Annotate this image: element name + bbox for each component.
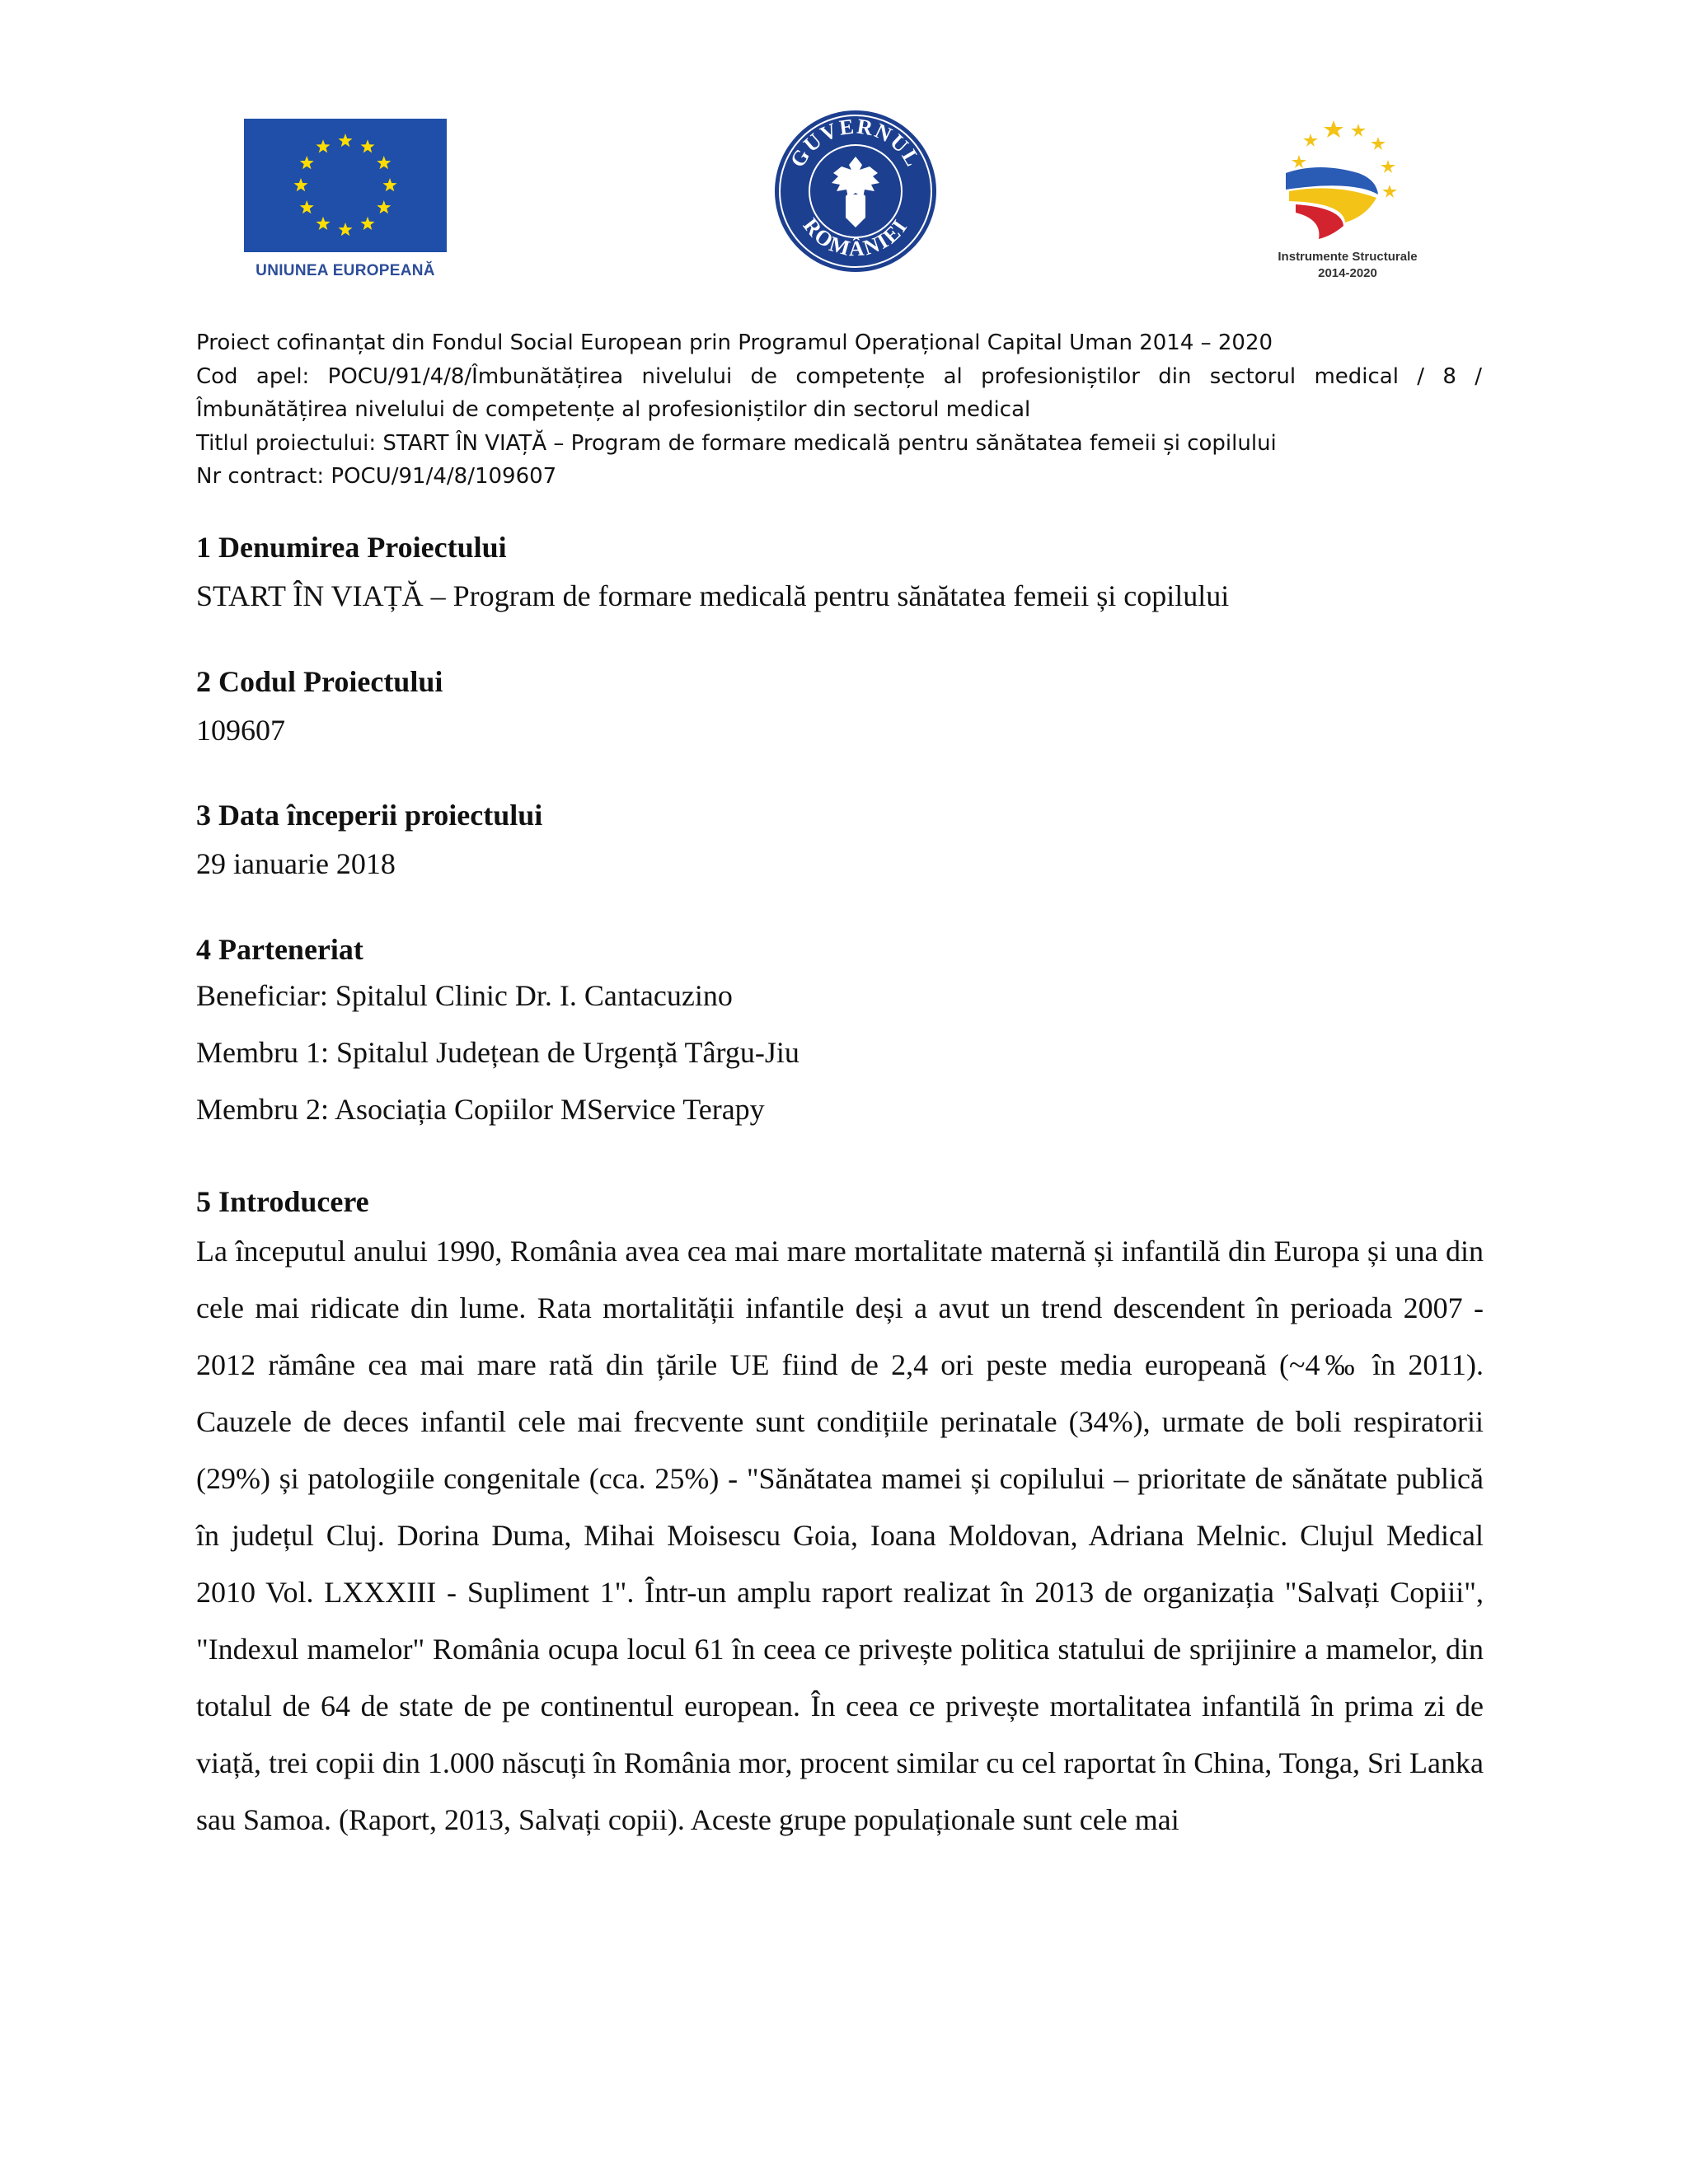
header-line-cod-apel: Cod apel: POCU/91/4/8/Îmbunătățirea nivelului de competențe al profesioniștilor din sectorul medical / 8 /: [196, 363, 1482, 389]
seal-text-bottom: ROMÂNIEI: [798, 213, 913, 261]
section-text: START ÎN VIAȚĂ – Program de formare medicală pentru sănătatea femeii și copilului: [196, 579, 1230, 612]
section-paragraph: La începutul anului 1990, România avea cea mai mare mortalitate maternă și infantilă din Europa și una din cele mai ridicate din lume. Rata mortalității infantile deși a avut un trend descendent în perioada 2007 - 2012 rămâne cea mai mare rată din țările UE fiind de 2,4 ori peste media europeană (~4‰ în 2011). Cauzele de deces infantil cele mai frecvente sunt condițiile perinatale (34%), urmate de boli respiratorii (29%) și patologiile congenitale (cca. 25%) - "Sănătatea mamei și copilului – prioritate de sănătate publică în județul Cluj. Dorina Duma, Mihai Moisescu Goia, Ioana Moldovan, Adriana Melnic. Clujul Medical 2010 Vol. LXXXIII - Supliment 1". Într-un amplu raport realizat în 2013 de organizația "Salvați Copiii", "Indexul mamelor" România ocupa locul 61 în ceea ce privește politica statului de sprijinire a mamelor, din totalul de 64 de state de pe continentul european. În ceea ce privește mortalitatea infantilă în prima zi de viață, trei copii din 1.000 născuți în România mor, procent similar cu cel raportat în China, Tonga, Sri Lanka sau Samoa. (Raport, 2013, Salvați copii). Aceste grupe populaționale sunt cele mai: [196, 1235, 1484, 1836]
partner-line: Membru 1: Spitalul Județean de Urgență Târgu-Jiu: [196, 1036, 799, 1069]
partner-line: Membru 2: Asociația Copiilor MService Terapy: [196, 1093, 765, 1126]
instrumente-structurale-logo: [1253, 115, 1442, 288]
instrumente-structurale-icon: [1253, 115, 1442, 247]
guvernul-romaniei-seal: [773, 109, 938, 274]
eu-logo: [244, 119, 447, 293]
section-title: 1 Denumirea Proiectului: [196, 531, 507, 564]
eu-flag-icon: [244, 119, 447, 252]
eu-star-icon: [377, 156, 391, 169]
eu-star-icon: [377, 200, 391, 213]
eu-star-icon: [316, 217, 330, 230]
eu-star-icon: [300, 200, 314, 213]
header-line-cofinantat: Proiect cofinanțat din Fondul Social European prin Programul Operațional Capital Uman 2014 – 2020: [196, 330, 1273, 355]
logo-strip: [0, 0, 1688, 313]
section-data-inceperii: [196, 795, 1484, 886]
section-title: 5 Introducere: [196, 1185, 369, 1218]
seal-text-top: GUVERNUL: [785, 114, 926, 172]
header-line-titlul: Titlul proiectului: START ÎN VIAȚĂ – Program de formare medicală pentru sănătatea femeii și copilului: [196, 430, 1277, 456]
section-codul: [196, 662, 1484, 752]
section-parteneriat: [196, 930, 1484, 1138]
eu-star-icon: [338, 134, 352, 147]
eu-star-icon: [360, 139, 374, 152]
section-title: 4 Parteneriat: [196, 933, 363, 966]
eu-star-icon: [382, 178, 396, 191]
document-body: [196, 527, 1484, 1849]
section-text: 109607: [196, 714, 285, 747]
instrumente-structurale-label: Instrumente Structurale 2014-2020: [1278, 250, 1418, 280]
section-title: 3 Data începerii proiectului: [196, 799, 543, 832]
eu-star-icon: [316, 139, 330, 152]
section-denumirea: [196, 527, 1484, 618]
eu-star-icon: [293, 178, 307, 191]
eu-star-icon: [360, 217, 374, 230]
section-title: 2 Codul Proiectului: [196, 665, 443, 698]
partner-line: Beneficiar: Spitalul Clinic Dr. I. Cantacuzino: [196, 979, 733, 1012]
header-line-cod-apel-cont: Îmbunătățirea nivelului de competențe al profesioniștilor din sectorul medical: [196, 397, 1031, 422]
eu-logo-label: UNIUNEA EUROPEANĂ: [256, 262, 435, 279]
eu-star-icon: [300, 156, 314, 169]
section-text: 29 ianuarie 2018: [196, 847, 396, 880]
section-introducere: [196, 1182, 1484, 1849]
eu-star-icon: [338, 223, 352, 236]
header-line-nr-contract: Nr contract: POCU/91/4/8/109607: [196, 464, 557, 489]
project-header-info: [196, 326, 1482, 494]
